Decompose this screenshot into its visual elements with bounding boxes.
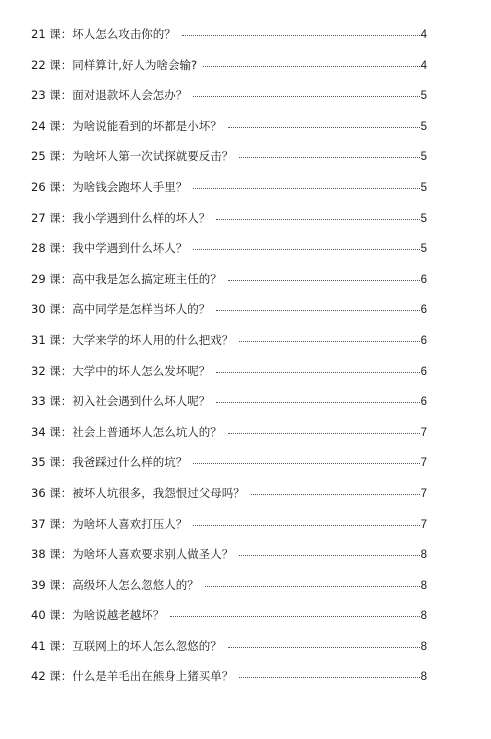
toc-entry[interactable] [31, 483, 427, 514]
toc-entry-title: 27 课：我小学遇到什么样的坏人？ [31, 210, 211, 225]
toc-entry[interactable] [31, 636, 427, 667]
dot-leader [239, 555, 419, 556]
toc-entry-page: 8 [420, 671, 427, 684]
toc-entry-page: 5 [420, 212, 427, 225]
toc-entry-title: 33 课：初入社会遇到什么坏人呢？ [31, 394, 211, 409]
toc-entry-title: 36 课：被坏人坑很多，我怨恨过父母吗？ [31, 485, 245, 500]
dot-leader [193, 188, 419, 189]
toc-entry-title: 24 课：为啥说能看到的坏都是小坏？ [31, 118, 222, 133]
toc-entry-title: 39 课：高级坏人怎么忽悠人的？ [31, 577, 199, 592]
toc-entry-page: 7 [420, 457, 427, 470]
toc-entry-title: 38 课：为啥坏人喜欢要求别人做圣人？ [31, 547, 234, 562]
toc-entry-title: 31 课：大学来学的坏人用的什么把戏？ [31, 332, 234, 347]
dot-leader [228, 433, 420, 434]
dot-leader [193, 249, 419, 250]
toc-entry-title: 28 课：我中学遇到什么坏人？ [31, 241, 188, 256]
toc-entry-page: 4 [420, 59, 427, 72]
toc-entry-page: 5 [420, 243, 427, 256]
dot-leader [170, 616, 419, 617]
toc-entry-page: 5 [420, 151, 427, 164]
dot-leader [239, 677, 419, 678]
toc-entry[interactable] [31, 177, 427, 208]
toc-entry-page: 5 [420, 90, 427, 103]
toc-entry[interactable] [31, 146, 427, 177]
toc-entry-title: 23 课：面对退款坏人会怎办？ [31, 88, 188, 103]
toc-entry-page: 6 [420, 396, 427, 409]
toc-entry[interactable] [31, 544, 427, 575]
toc-entry-title: 22 课：同样算计,好人为啥会输? [31, 57, 198, 72]
toc-entry[interactable] [31, 575, 427, 606]
toc-entry-page: 6 [420, 365, 427, 378]
toc-entry[interactable] [31, 666, 427, 697]
dot-leader [205, 586, 420, 587]
toc-entry-page: 8 [420, 610, 427, 623]
toc-entry[interactable] [31, 238, 427, 269]
toc-entry-page: 6 [420, 334, 427, 347]
dot-leader [216, 310, 419, 311]
toc-entry[interactable] [31, 55, 427, 86]
toc-entry-title: 26 课：为啥钱会跑坏人手里？ [31, 179, 188, 194]
toc-entry[interactable] [31, 361, 427, 392]
dot-leader [228, 127, 420, 128]
dot-leader [193, 96, 419, 97]
toc-entry-title: 37 课：为啥坏人喜欢打压人？ [31, 516, 188, 531]
toc-entry[interactable] [31, 452, 427, 483]
toc-entry[interactable] [31, 514, 427, 545]
toc-entry[interactable] [31, 391, 427, 422]
toc-entry-title: 35 课：我爸踩过什么样的坑？ [31, 455, 188, 470]
toc-entry[interactable] [31, 605, 427, 636]
toc-entry-title: 34 课：社会上普通坏人怎么坑人的？ [31, 424, 222, 439]
dot-leader [203, 66, 420, 67]
toc-entry-page: 7 [420, 426, 427, 439]
toc-entry-page: 5 [420, 120, 427, 133]
dot-leader [216, 372, 419, 373]
toc-entry-title: 32 课：大学中的坏人怎么发坏呢？ [31, 363, 211, 378]
toc-entry-page: 6 [420, 304, 427, 317]
toc-entry-title: 25 课：为啥坏人第一次试探就要反击？ [31, 149, 234, 164]
toc-entry[interactable] [31, 208, 427, 239]
toc-entry-title: 30 课：高中同学是怎样当坏人的？ [31, 302, 211, 317]
dot-leader [239, 341, 419, 342]
dot-leader [228, 280, 420, 281]
toc-entry-page: 7 [420, 518, 427, 531]
toc-entry[interactable] [31, 269, 427, 300]
toc-entry-page: 8 [420, 640, 427, 653]
dot-leader [251, 494, 420, 495]
dot-leader [193, 463, 419, 464]
toc-entry[interactable] [31, 24, 427, 55]
toc-entry[interactable] [31, 330, 427, 361]
dot-leader [216, 402, 419, 403]
toc-entry-page: 7 [420, 487, 427, 500]
toc-entry-title: 29 课：高中我是怎么搞定班主任的？ [31, 271, 222, 286]
toc-entry[interactable] [31, 85, 427, 116]
dot-leader [239, 157, 419, 158]
toc-entry-page: 5 [420, 181, 427, 194]
toc-entry-title: 42 课：什么是羊毛出在熊身上猪买单？ [31, 669, 234, 684]
dot-leader [228, 647, 420, 648]
toc-entry-title: 41 课：互联网上的坏人怎么忽悠的？ [31, 638, 222, 653]
toc-entry[interactable] [31, 116, 427, 147]
table-of-contents [31, 24, 427, 697]
toc-entry-title: 40 课：为啥说越老越坏？ [31, 608, 165, 623]
toc-entry-page: 6 [420, 273, 427, 286]
toc-entry[interactable] [31, 299, 427, 330]
toc-entry-page: 8 [420, 579, 427, 592]
toc-entry-page: 4 [420, 29, 427, 41]
dot-leader [216, 219, 419, 220]
dot-leader [193, 525, 419, 526]
dot-leader [182, 35, 420, 36]
toc-entry-title: 21 课：坏人怎么攻击你的？ [31, 27, 176, 41]
toc-entry-page: 8 [420, 549, 427, 562]
toc-entry[interactable] [31, 422, 427, 453]
